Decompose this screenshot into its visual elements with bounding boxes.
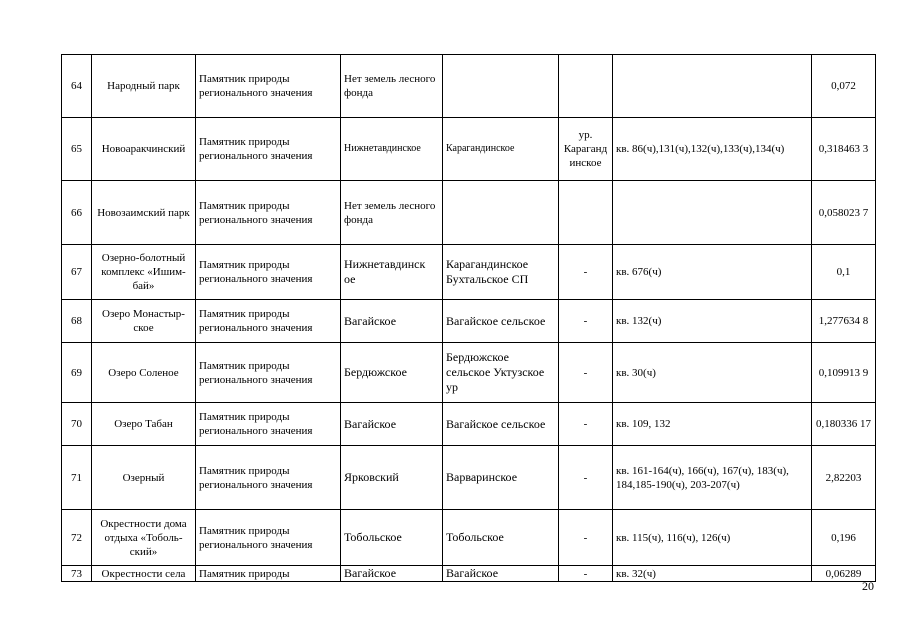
quarters: кв. 86(ч),131(ч),132(ч),133(ч),134(ч) bbox=[613, 118, 812, 181]
settlement: Бердюжское сельское Уктузское ур bbox=[443, 343, 559, 403]
object-name: Озерный bbox=[92, 446, 196, 510]
district: Вагайское bbox=[341, 566, 443, 582]
object-category: Памятник природы регионального значения bbox=[196, 510, 341, 566]
tract: - bbox=[559, 300, 613, 343]
area: 0,072 bbox=[812, 55, 876, 118]
table-row bbox=[62, 566, 876, 582]
quarters: кв. 32(ч) bbox=[613, 566, 812, 582]
object-category: Памятник природы регионального значения bbox=[196, 300, 341, 343]
object-name: Новозаимский парк bbox=[92, 181, 196, 245]
district: Нет земель лесного фонда bbox=[341, 55, 443, 118]
tract bbox=[559, 55, 613, 118]
settlement: Вагайское сельское bbox=[443, 403, 559, 446]
object-name: Новоаракчинский bbox=[92, 118, 196, 181]
page-number: 20 bbox=[862, 579, 874, 593]
row-number: 68 bbox=[62, 300, 92, 343]
row-number: 73 bbox=[62, 566, 92, 582]
district: Ярковский bbox=[341, 446, 443, 510]
district: Нижнетавдинск ое bbox=[341, 245, 443, 300]
object-category: Памятник природы регионального значения bbox=[196, 118, 341, 181]
area: 0,06289 bbox=[812, 566, 876, 582]
row-number: 70 bbox=[62, 403, 92, 446]
tract: - bbox=[559, 510, 613, 566]
district: Нижнетавдинское bbox=[341, 118, 443, 181]
table-row bbox=[62, 343, 876, 403]
area: 2,82203 bbox=[812, 446, 876, 510]
tract: - bbox=[559, 343, 613, 403]
table-row bbox=[62, 118, 876, 181]
row-number: 64 bbox=[62, 55, 92, 118]
tract: - bbox=[559, 245, 613, 300]
object-category: Памятник природы регионального значения bbox=[196, 446, 341, 510]
object-name: Озеро Табан bbox=[92, 403, 196, 446]
district: Вагайское bbox=[341, 403, 443, 446]
object-name: Окрестности села bbox=[92, 566, 196, 582]
settlement: Карагандинское Бухтальское СП bbox=[443, 245, 559, 300]
area: 0,1 bbox=[812, 245, 876, 300]
object-name: Народный парк bbox=[92, 55, 196, 118]
object-category: Памятник природы регионального значения bbox=[196, 245, 341, 300]
quarters: кв. 30(ч) bbox=[613, 343, 812, 403]
quarters bbox=[613, 181, 812, 245]
settlement: Вагайское сельское bbox=[443, 300, 559, 343]
quarters: кв. 115(ч), 116(ч), 126(ч) bbox=[613, 510, 812, 566]
object-category: Памятник природы регионального значения bbox=[196, 181, 341, 245]
area: 0,318463 3 bbox=[812, 118, 876, 181]
table-row bbox=[62, 181, 876, 245]
table-row bbox=[62, 403, 876, 446]
area: 0,109913 9 bbox=[812, 343, 876, 403]
settlement: Карагандинское bbox=[443, 118, 559, 181]
object-name: Озеро Соленое bbox=[92, 343, 196, 403]
tract bbox=[559, 181, 613, 245]
row-number: 71 bbox=[62, 446, 92, 510]
settlement bbox=[443, 55, 559, 118]
table-row bbox=[62, 245, 876, 300]
table-row bbox=[62, 510, 876, 566]
object-name: Озеро Монастыр-ское bbox=[92, 300, 196, 343]
object-name: Окрестности дома отдыха «Тоболь-ский» bbox=[92, 510, 196, 566]
quarters: кв. 132(ч) bbox=[613, 300, 812, 343]
object-category: Памятник природы регионального значения bbox=[196, 403, 341, 446]
protected-areas-table bbox=[61, 54, 876, 582]
row-number: 65 bbox=[62, 118, 92, 181]
row-number: 72 bbox=[62, 510, 92, 566]
district: Тобольское bbox=[341, 510, 443, 566]
district: Нет земель лесного фонда bbox=[341, 181, 443, 245]
tract: - bbox=[559, 446, 613, 510]
district: Бердюжское bbox=[341, 343, 443, 403]
area: 1,277634 8 bbox=[812, 300, 876, 343]
area: 0,058023 7 bbox=[812, 181, 876, 245]
tract: - bbox=[559, 403, 613, 446]
area: 0,196 bbox=[812, 510, 876, 566]
district: Вагайское bbox=[341, 300, 443, 343]
row-number: 67 bbox=[62, 245, 92, 300]
table-row bbox=[62, 446, 876, 510]
object-category: Памятник природы регионального значения bbox=[196, 343, 341, 403]
settlement: Варваринское bbox=[443, 446, 559, 510]
row-number: 69 bbox=[62, 343, 92, 403]
object-category: Памятник природы регионального значения bbox=[196, 55, 341, 118]
tract: ур. Караганд инское bbox=[559, 118, 613, 181]
quarters: кв. 109, 132 bbox=[613, 403, 812, 446]
quarters bbox=[613, 55, 812, 118]
settlement bbox=[443, 181, 559, 245]
row-number: 66 bbox=[62, 181, 92, 245]
table-row bbox=[62, 300, 876, 343]
object-name: Озерно-болотный комплекс «Ишим-бай» bbox=[92, 245, 196, 300]
settlement: Вагайское bbox=[443, 566, 559, 582]
quarters: кв. 161-164(ч), 166(ч), 167(ч), 183(ч), 184,185-190(ч), 203-207(ч) bbox=[613, 446, 812, 510]
settlement: Тобольское bbox=[443, 510, 559, 566]
table-row bbox=[62, 55, 876, 118]
quarters: кв. 676(ч) bbox=[613, 245, 812, 300]
object-category: Памятник природы bbox=[196, 566, 341, 582]
tract: - bbox=[559, 566, 613, 582]
area: 0,180336 17 bbox=[812, 403, 876, 446]
